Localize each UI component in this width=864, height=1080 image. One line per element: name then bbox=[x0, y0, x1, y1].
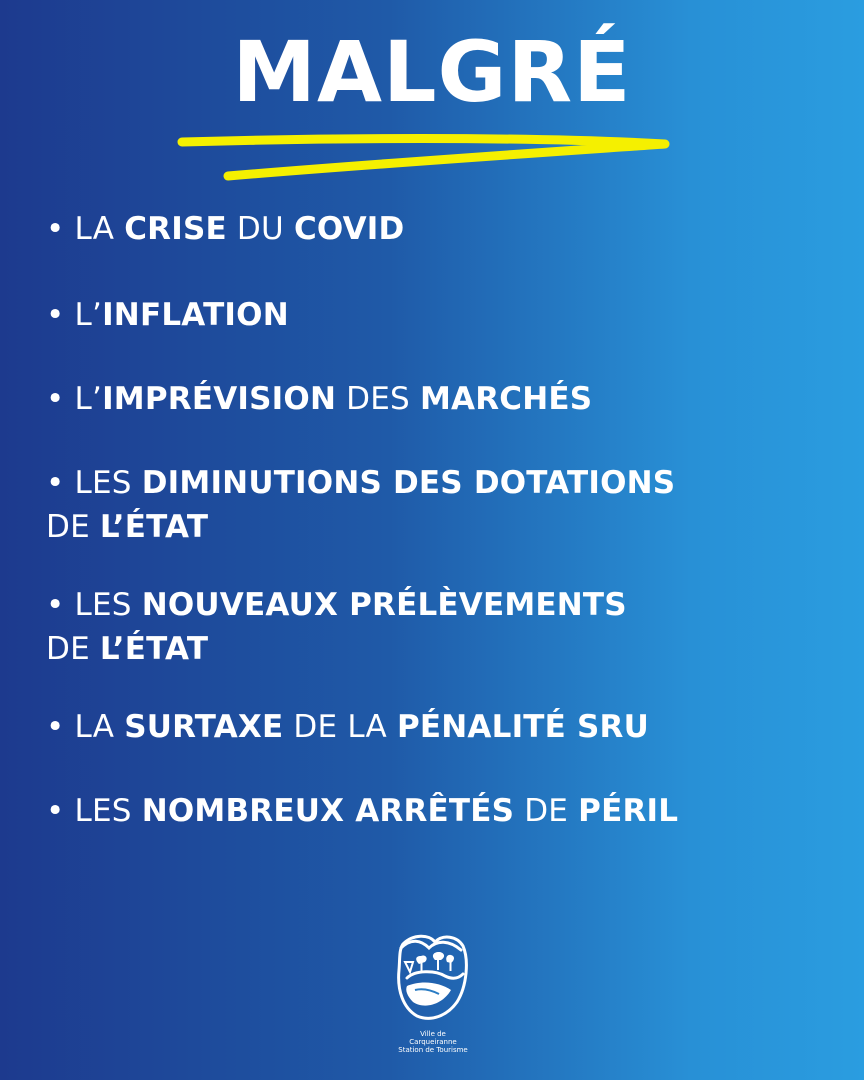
reason-text: DE LA bbox=[283, 709, 397, 745]
reason-text: DE bbox=[514, 793, 579, 829]
reason-item-6 bbox=[46, 706, 649, 749]
reason-item-4-line-1 bbox=[46, 462, 675, 505]
reason-keyword: CRISE bbox=[124, 211, 227, 247]
reason-text: DU bbox=[226, 211, 294, 247]
reason-text: • L’ bbox=[46, 381, 103, 417]
reason-keyword: INFLATION bbox=[102, 297, 289, 333]
reason-text: • LES bbox=[46, 793, 142, 829]
reason-keyword: MARCHÉS bbox=[419, 381, 593, 417]
reason-text: • L’ bbox=[46, 297, 103, 333]
reason-item-3 bbox=[46, 378, 592, 421]
reason-item-4-line-2 bbox=[46, 506, 208, 549]
reason-keyword: NOUVEAUX PRÉLÈVEMENTS bbox=[141, 587, 627, 623]
carqueiranne-logo-icon bbox=[385, 930, 481, 1030]
reason-text: DE bbox=[46, 509, 100, 545]
reason-keyword: IMPRÉVISION bbox=[102, 381, 337, 417]
page-title: MALGRÉ bbox=[232, 23, 632, 121]
logo-caption-line-1: Ville de bbox=[420, 1030, 446, 1038]
reason-keyword: L’ÉTAT bbox=[99, 509, 209, 545]
reason-text: DE bbox=[46, 631, 100, 667]
reason-item-1 bbox=[46, 208, 404, 251]
reason-text: • LA bbox=[46, 211, 125, 247]
reason-keyword: DIMINUTIONS DES DOTATIONS bbox=[141, 465, 676, 501]
reason-item-7 bbox=[46, 790, 678, 833]
reason-keyword: PÉNALITÉ SRU bbox=[396, 709, 649, 745]
logo-caption-line-2: Carqueiranne bbox=[409, 1038, 457, 1046]
reason-text: • LA bbox=[46, 709, 125, 745]
reason-item-2 bbox=[46, 294, 289, 337]
reason-keyword: NOMBREUX ARRÊTÉS bbox=[141, 793, 515, 829]
reason-text: • LES bbox=[46, 587, 142, 623]
reason-item-5-line-1 bbox=[46, 584, 627, 627]
reason-item-5-line-2 bbox=[46, 628, 208, 671]
logo-caption-line-3: Station de Tourisme bbox=[398, 1046, 468, 1054]
reason-keyword: PÉRIL bbox=[578, 793, 679, 829]
reason-keyword: L’ÉTAT bbox=[99, 631, 209, 667]
reason-text: DES bbox=[336, 381, 420, 417]
town-logo bbox=[385, 930, 481, 1060]
yellow-underline-stroke bbox=[170, 128, 680, 188]
reason-keyword: COVID bbox=[293, 211, 405, 247]
reason-keyword: SURTAXE bbox=[124, 709, 284, 745]
reason-text: • LES bbox=[46, 465, 142, 501]
